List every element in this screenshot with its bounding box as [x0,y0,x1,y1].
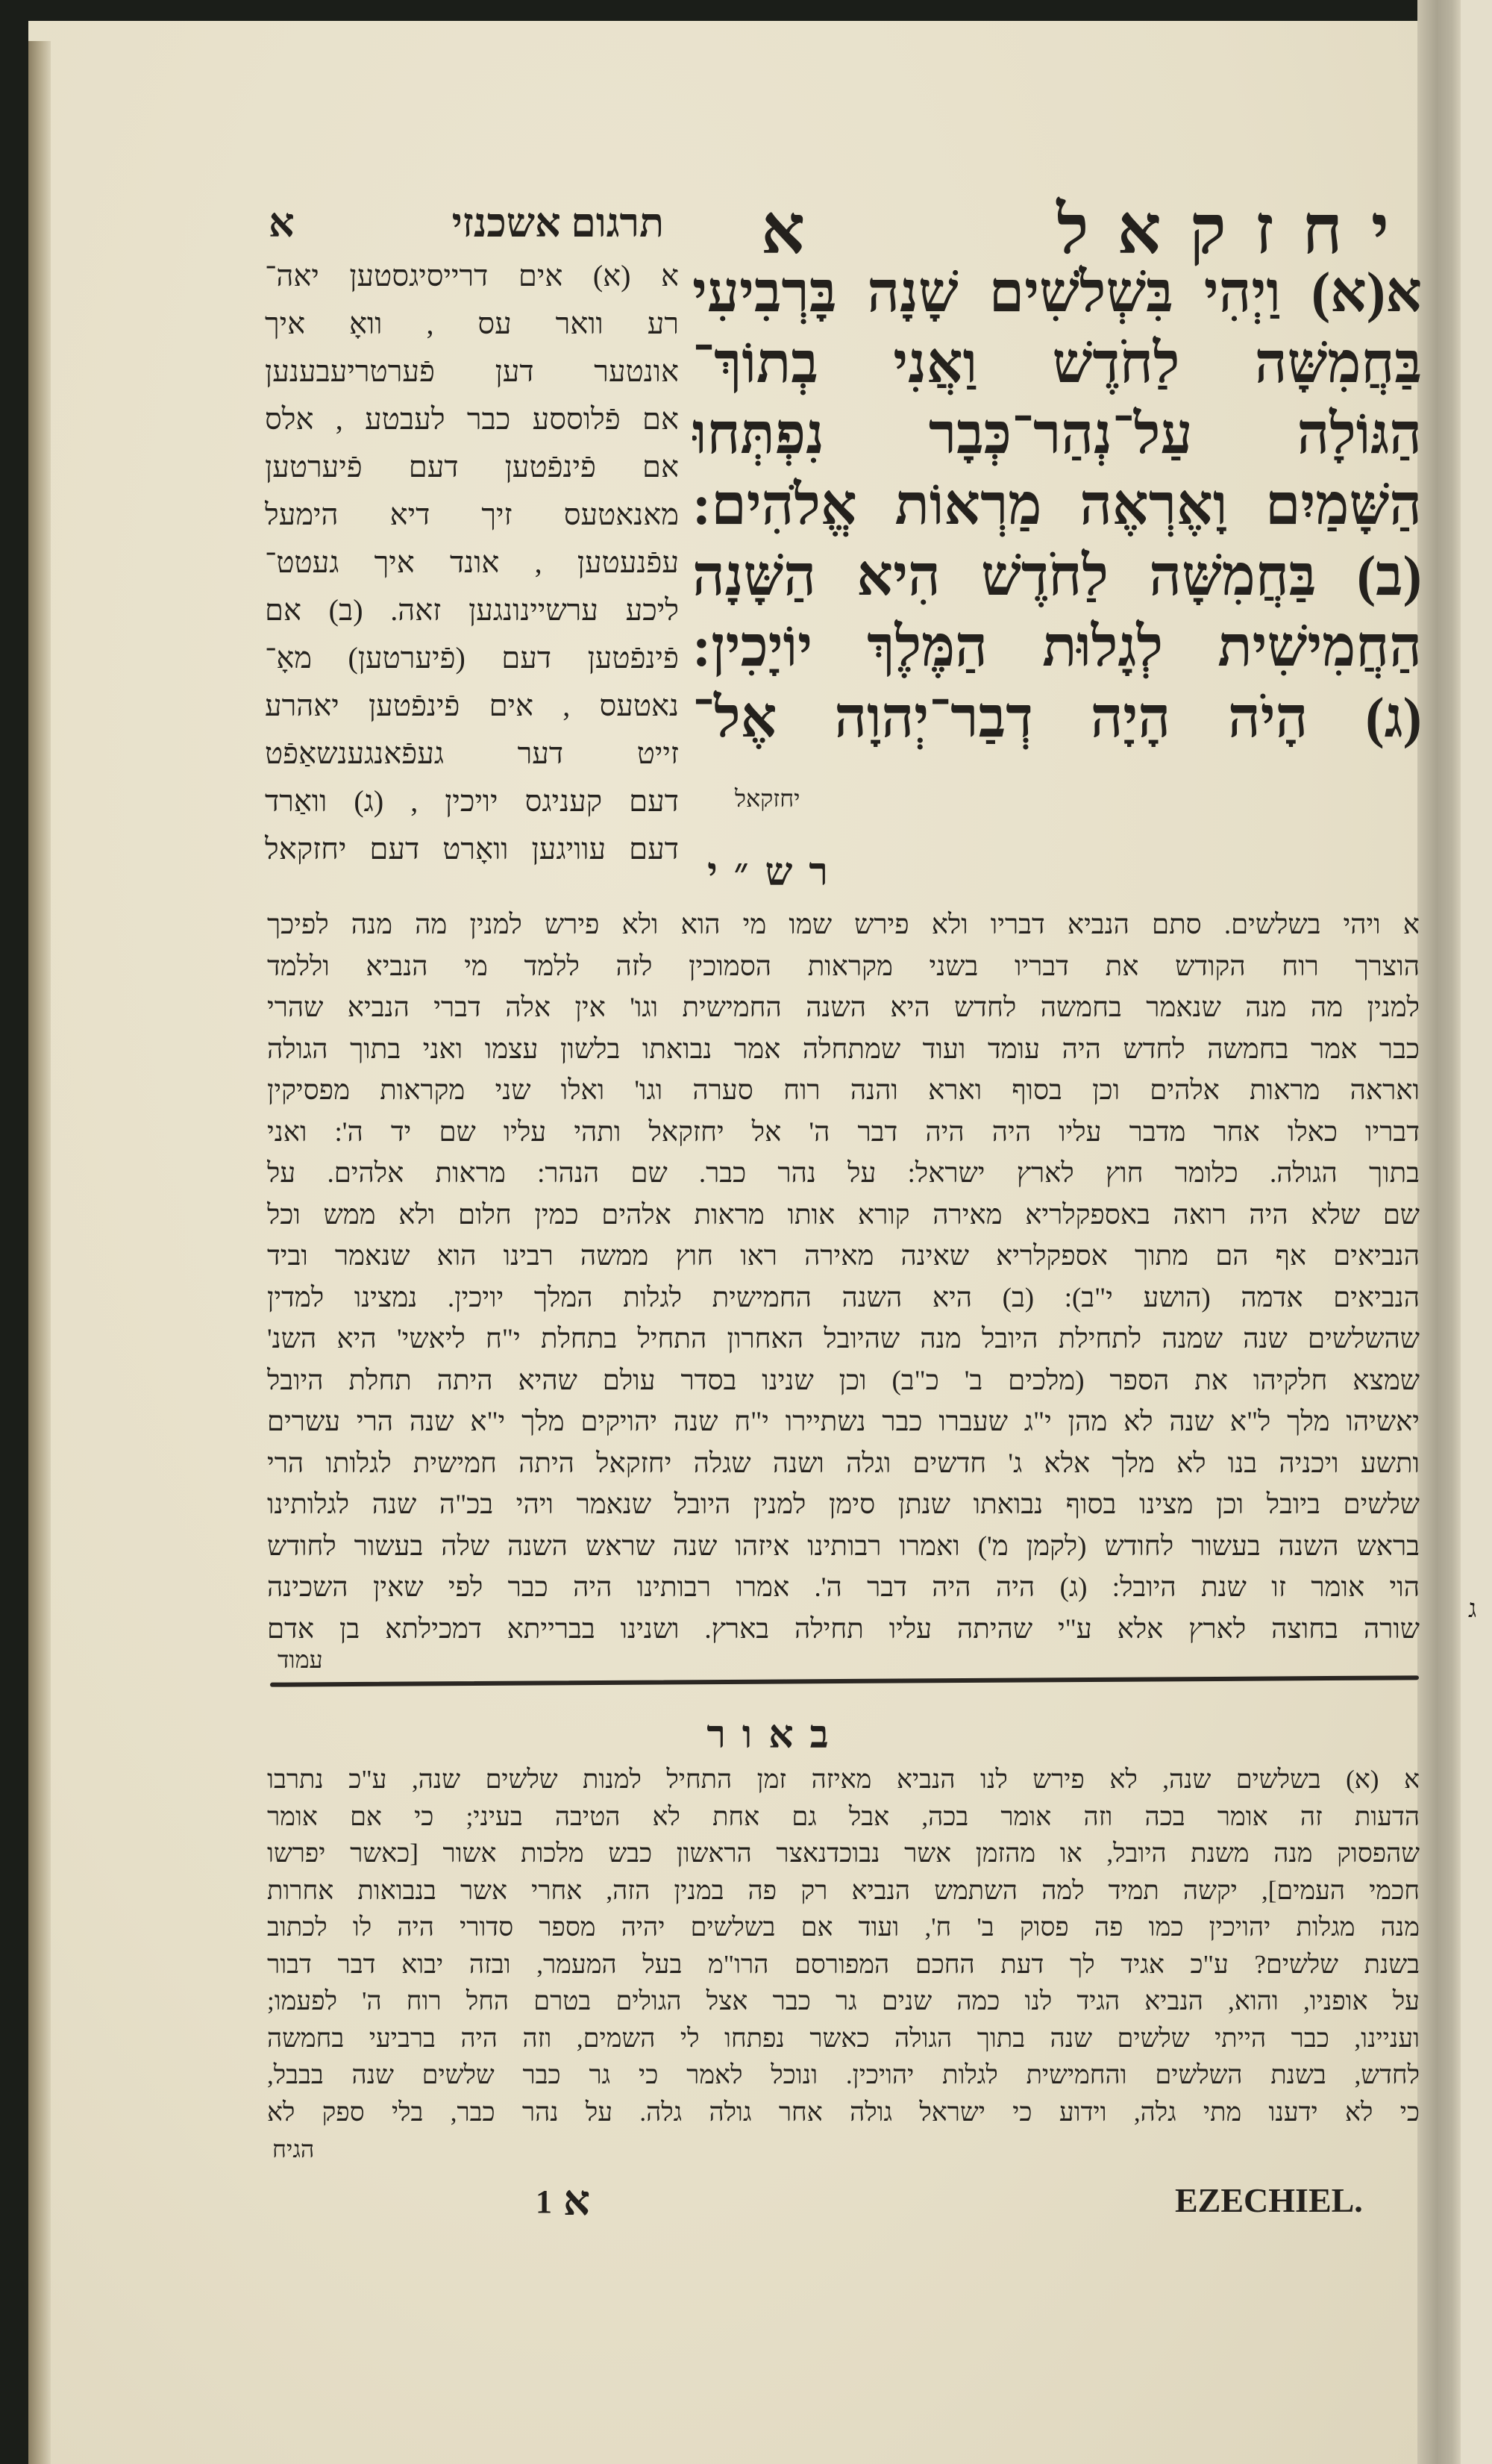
translation-line: אונטער דען פֿערטריעבענען [265,354,679,388]
translation-line: אם פֿינפֿטען דעם פֿיערטען [265,450,679,484]
biur-line: כי לא ידענו מתי גלה, וידוע כי ישראל גולה אחר גולה גלה. על נהר כבר, בלי ספק לא [267,2097,1420,2127]
verse-line: הַגּוֹלָה עַל־נְהַר־כְּבָר נִפְתְּחוּ [692,403,1422,466]
translation-line: דעם קעניגס יויכין , (ג) וואַרד [265,784,679,818]
translation-line: נאטעס , אים פֿינפֿטען יאהרע [265,689,679,722]
rashi-line: שם שלא היה רואה באספקלריא מאירה קורא אותו מראות אלהים כמין חלום ולא ממש וכל [267,1199,1420,1231]
translation-line: פֿינפֿטען דעם (פֿיערטען) מאָ־ [265,641,679,675]
rashi-line: שלשים ביובל וכן מצינו בסוף נבואתו שנתן סימן למנין היובל שנאמר ויהי בכ"ה שנה לגלותינו [267,1489,1420,1520]
facing-page-edge [1461,0,1492,2464]
verse-line: (ב) בַּחֲמִשָּׁה לַחֹדֶשׁ הִיא הַשָּׁנָה [692,545,1422,607]
running-title: EZECHIEL. [1175,2181,1363,2219]
rashi-line: הוצרך רוח הקודש את דבריו בשני מקראות הסמוכין לזה ללמד מי הנביא וללמד [267,951,1420,982]
biur-line: שהפסוק מנה משנת היובל, או מהזמן אשר נבוכדנאצר הראשון כבש מלכות אשור [כאשר יפרשו [267,1839,1420,1868]
verse-line: הַחֲמִישִׁית לְגָלוּת הַמֶּלֶךְ יוֹיָכִין: [692,616,1422,678]
translation-header [269,200,664,246]
translation-line: אם פֿלוססע כבר לעבטע , אלס [265,402,679,436]
signature-mark-number: 1 [536,2183,552,2220]
catchword-biur: הגיח [272,2136,315,2163]
biur-line: בשנת שלשים? ע"כ אגיד לך דעת החכם המפורסם הרו"מ בעל המעמר, ובזה יבוא דבר דבור [267,1949,1420,1979]
verse-line: א(א) וַיְהִי בִּשְׁלֹשִׁים שָׁנָה בָּרְבִיעִי [692,261,1422,324]
rashi-line: הנביאים אף הם מתוך אספקלריא שאינה מאירה ראו חוץ ממשה רבינו הוא שנאמר וביד [267,1241,1420,1272]
biur-line: א (א) בשלשים שנה, לא פירש לנו הנביא מאיזה זמן התחיל למנות שלשים שנה, ע"כ נתרבו [267,1765,1420,1794]
catchword-rashi: עמוד [278,1646,323,1673]
verse-line: הַשָּׁמַיִם וָאֶרְאֶה מַרְאוֹת אֱלֹהִים: [692,474,1422,537]
translation-line: מאנאטעס זיך דיא הימעל [265,498,679,531]
rashi-line: שורה בחוצה לארץ אלא ע"י שהיתה עליו תחילה בארץ. ושנינו בברייתא דמכילתא בן אדם [267,1613,1420,1645]
translation-line: עפֿנעטען , אונד איך געטט־ [265,545,679,579]
rashi-line: שמצא חלקיהו את הספר (מלכים ב' כ"ב) וכן שנינו בסדר עולם שהיא היתה תחלת היובל [267,1365,1420,1396]
translation-line: זייט דער געפֿאנגענשאַפֿט [265,737,679,770]
translation-line: דעם עוויגען וואָרט דעם יחזקאל [265,832,679,866]
chapter-number: א [761,192,806,268]
translation-line: ליכע ערשיינונגען זאה. (ב) אם [265,593,679,627]
rashi-line: הוי אומר זו שנת היובל: (ג) היה היה דבר ה'. אמרו רבותינו היה כבר לפי שאין השכינה [267,1572,1420,1603]
book-title: יחזקאל [1056,192,1417,268]
biur-line: הדעות זה אומר בכה וזה אומר בכה, אבל גם אחת לא הטיבה בעיני; כי אם אומר [267,1801,1420,1831]
biur-line: ועניינו, כבר הייתי שלשים שנה בתוך הגולה כאשר נפתחו לי השמים, וזה היה ברביעי בחמשה [267,2023,1420,2053]
catchword-main: יחזקאל [735,785,800,812]
rashi-line: דבריו כאלו אחר מדבר עליו היה היה דבר ה' אל יחזקאל ותהי עליו שם יד ה': ואני [267,1116,1420,1148]
biur-line: חכמי העמים], יקשה תמיד למה השתמש הנביא רק פה במנין הזה, אחרי אשר בנבואות אחרות [267,1875,1420,1905]
rashi-commentary [267,904,1420,1650]
rashi-line: יאשיהו מלך ל"א שנה לא מהן י"ג שעברו כבר נשתיירו י"ח שנה יהויקים מלך י"א שנה הרי עשרים [267,1407,1420,1437]
verse-line: (ג) הָיֹה הָיָה דְבַר־יְהוָה אֶל־ [692,687,1422,749]
translation-line: רע וואר עס , וואָ איך [265,307,679,340]
book-gutter [1417,0,1461,2464]
signature-mark-hebrew: א [563,2178,590,2224]
rashi-line: בראש השנה בעשור לחודש (לקמן מ') ואמרו רבותינו איזהו שנה שראש השנה שלה בעשור לחודש [267,1530,1420,1562]
biur-line: לחדש, בשנת השלשים והחמישית לגלות יהויכין. ונוכל לאמר כי גר כבר שלשים שנה בבבל, [267,2060,1420,2089]
facing-page-margin-letter: ג [1468,1595,1477,1623]
page-edge [28,41,51,2464]
rashi-line: א ויהי בשלשים. סתם הנביא דבריו ולא פירש שמו מי הוא ולא פירש למנין מה מנה לפיכך [267,910,1420,940]
biur-line: על אופניו, והוא, הנביא הגיד לנו כמה שנים גר כבר אצל הגולים בטרם החל רוח ה' לפעמו; [267,1986,1420,2016]
scripture-text [692,257,1422,754]
rashi-header: רש״י [707,851,844,894]
rashi-line: בתוך הגולה. כלומר חוץ לארץ ישראל: על נהר כבר. שם הנהר: מראות אלהים. על [267,1158,1420,1189]
translation-chapter-number: א [269,201,295,246]
rashi-line: ותשע ויכניה בנו לא מלך אלא ג' חדשים וגלה ושנה שגלה יחזקאל היתה חמישית לגלותו הרי [267,1448,1420,1479]
rashi-line: ואראה מראות אלהים וכן בסוף וארא והנה רוח סערה וגו' ואלו שני מקראות מפסיקין [267,1075,1420,1106]
translation-title: תרגום אשכנזי [451,201,664,246]
rashi-line: הנביאים אדמה (הושע י"ב): (ב) היא השנה החמישית לגלות המלך יויכין. נמצינו למדין [267,1282,1420,1313]
biur-line: מנה מגלות יהויכין כמו פה פסוק ב' ח', ועוד אם בשלשים יהיה מספר סדורי היה לו לכתוב [267,1913,1420,1942]
yiddish-translation-column [265,252,679,873]
biur-commentary [267,1761,1420,2130]
rashi-line: למנין מה מנה שנאמר בחמשה לחדש היא השנה החמישית וגו' אין אלה דברי הנביא שהרי [267,992,1420,1023]
rashi-line: שהשלשים שנה שמנה לתחילת היובל מנה שהיובל האחרון התחיל בתחלת י"ח ליאשי' היא השנ' [267,1324,1420,1354]
rashi-line: כבר אמר בחמשה לחדש היה עומד ועוד שמתחלה אמר נבואתו בלשון עצמו ואני בתוך הגולה [267,1034,1420,1065]
verse-line: בַּחֲמִשָּׁה לַחֹדֶשׁ וַאֲנִי בְתוֹךְ־ [692,332,1422,395]
biur-header: באור [706,1714,845,1757]
translation-line: א (א) אים דרייסיגסטען יאה־ [265,259,679,293]
